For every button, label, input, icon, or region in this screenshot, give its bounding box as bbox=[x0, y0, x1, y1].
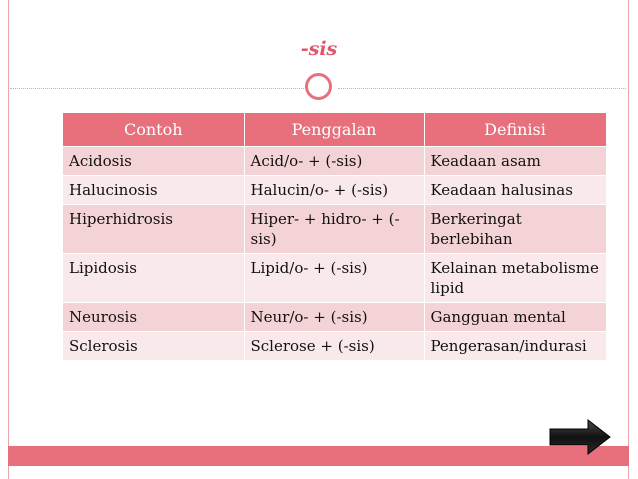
table-row bbox=[63, 205, 606, 254]
cell-contoh: Acidosis bbox=[63, 147, 244, 176]
cell-contoh: Lipidosis bbox=[63, 254, 244, 303]
table-row bbox=[63, 147, 606, 176]
arrow-right-icon[interactable] bbox=[548, 418, 612, 456]
table-header-row bbox=[63, 113, 606, 147]
cell-penggalan: Sclerose + (-sis) bbox=[244, 332, 424, 361]
header-penggalan: Penggalan bbox=[244, 113, 424, 147]
cell-penggalan: Neur/o- + (-sis) bbox=[244, 303, 424, 332]
suffix-table bbox=[63, 113, 607, 360]
frame-left-line bbox=[8, 0, 9, 479]
frame-right-line bbox=[628, 0, 629, 479]
bottom-accent-band bbox=[8, 446, 629, 466]
cell-penggalan: Hiper- + hidro- + (-sis) bbox=[244, 205, 424, 254]
cell-definisi: Keadaan halusinas bbox=[424, 176, 606, 205]
cell-definisi: Pengerasan/indurasi bbox=[424, 332, 606, 361]
table-row bbox=[63, 332, 606, 361]
cell-contoh: Sclerosis bbox=[63, 332, 244, 361]
cell-contoh: Halucinosis bbox=[63, 176, 244, 205]
cell-contoh: Hiperhidrosis bbox=[63, 205, 244, 254]
table-row bbox=[63, 176, 606, 205]
circle-ornament bbox=[305, 73, 332, 100]
slide-title: -sis bbox=[300, 38, 338, 60]
divider-left bbox=[10, 88, 304, 89]
header-contoh: Contoh bbox=[63, 113, 244, 147]
cell-penggalan: Halucin/o- + (-sis) bbox=[244, 176, 424, 205]
cell-definisi: Berkeringat berlebihan bbox=[424, 205, 606, 254]
divider-right bbox=[338, 88, 626, 89]
cell-definisi: Keadaan asam bbox=[424, 147, 606, 176]
cell-penggalan: Lipid/o- + (-sis) bbox=[244, 254, 424, 303]
table-row bbox=[63, 303, 606, 332]
cell-definisi: Kelainan metabolisme lipid bbox=[424, 254, 606, 303]
header-definisi: Definisi bbox=[424, 113, 606, 147]
cell-penggalan: Acid/o- + (-sis) bbox=[244, 147, 424, 176]
cell-definisi: Gangguan mental bbox=[424, 303, 606, 332]
table-row bbox=[63, 254, 606, 303]
cell-contoh: Neurosis bbox=[63, 303, 244, 332]
